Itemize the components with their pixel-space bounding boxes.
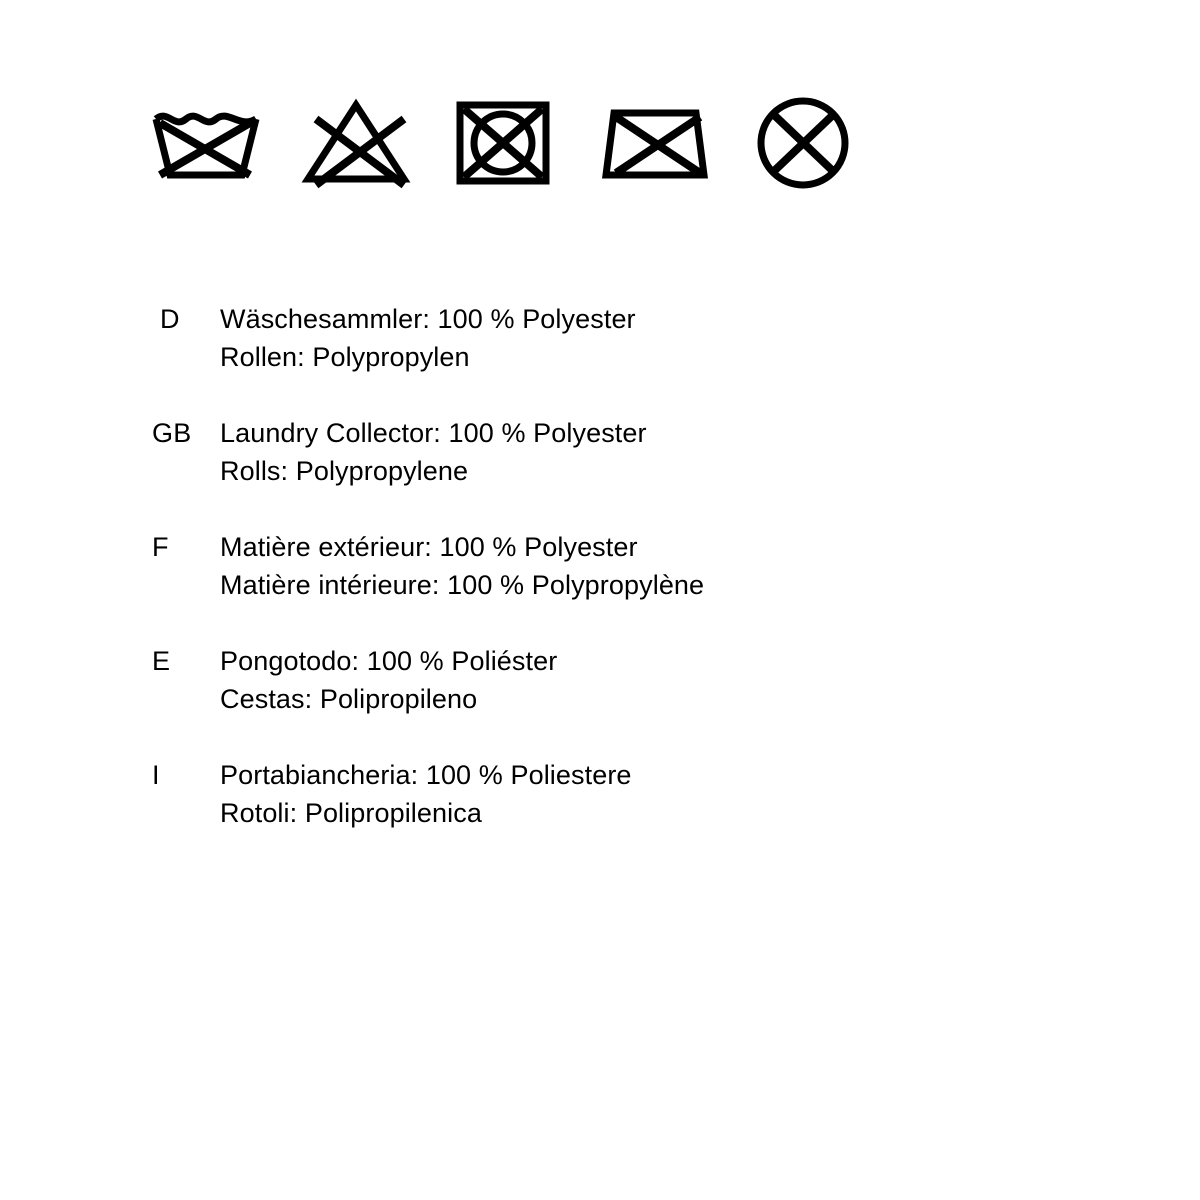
composition-lines	[220, 528, 1052, 604]
list-item	[152, 528, 1052, 604]
composition-line: Wäschesammler: 100 % Polyester	[220, 304, 636, 334]
language-code: D	[160, 304, 180, 334]
list-item	[152, 756, 1052, 832]
composition-lines	[220, 756, 1052, 832]
composition-line: Portabiancheria: 100 % Poliestere	[220, 760, 632, 790]
composition-line: Rotoli: Polipropilenica	[220, 798, 482, 828]
care-symbol-row	[150, 95, 862, 190]
composition-line: Rollen: Polypropylen	[220, 342, 470, 372]
list-item	[152, 642, 1052, 718]
composition-line: Pongotodo: 100 % Poliéster	[220, 646, 558, 676]
composition-line: Cestas: Polipropileno	[220, 684, 478, 714]
composition-lines	[220, 414, 1052, 490]
list-item	[152, 300, 1052, 376]
language-code: F	[152, 532, 169, 562]
language-code: E	[152, 646, 171, 676]
language-code: GB	[152, 418, 192, 448]
composition-line: Matière intérieure: 100 % Polypropylène	[220, 570, 705, 600]
do-not-wash-icon	[150, 95, 262, 190]
composition-lines	[220, 642, 1052, 718]
composition-line: Rolls: Polypropylene	[220, 456, 469, 486]
do-not-tumble-dry-icon	[450, 95, 562, 190]
do-not-dry-clean-icon	[750, 95, 862, 190]
do-not-bleach-icon	[300, 95, 412, 190]
do-not-iron-icon	[600, 95, 712, 190]
composition-lines	[220, 300, 1052, 376]
list-item	[152, 414, 1052, 490]
composition-line: Matière extérieur: 100 % Polyester	[220, 532, 638, 562]
material-composition-list	[152, 300, 1052, 832]
language-code: I	[152, 760, 160, 790]
composition-line: Laundry Collector: 100 % Polyester	[220, 418, 647, 448]
